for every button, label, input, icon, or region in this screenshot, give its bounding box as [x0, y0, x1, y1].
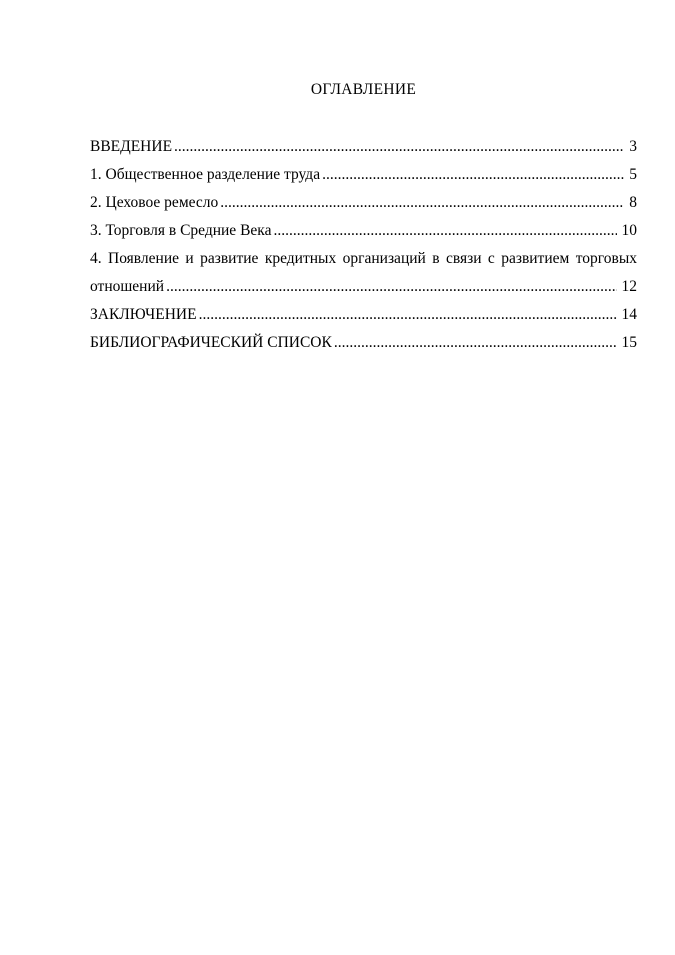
toc-entry-label: 1. Общественное разделение труда: [90, 166, 321, 183]
toc-entry-chapter-3[interactable]: [90, 217, 637, 245]
dot-leader: [332, 329, 617, 357]
toc-content: [90, 76, 637, 357]
toc-entry-label: БИБЛИОГРАФИЧЕСКИЙ СПИСОК: [90, 334, 332, 351]
toc-entry-chapter-1[interactable]: [90, 161, 637, 189]
toc-entry-page-number: 10: [621, 222, 637, 239]
toc-entry-page-number: 14: [621, 306, 637, 323]
dot-leader: [197, 301, 617, 329]
toc-entry-label: ЗАКЛЮЧЕНИЕ: [90, 306, 197, 323]
toc-entry-page-number: 5: [629, 166, 637, 183]
toc-entry-page-number: 3: [629, 138, 637, 155]
dot-leader: [172, 133, 624, 161]
dot-leader: [320, 161, 624, 189]
toc-entry-label-line-1: 4. Появление и развитие кредитных организаций в связи с развитием торговых: [90, 250, 637, 267]
toc-entry-label: ВВЕДЕНИЕ: [90, 138, 173, 155]
document-title: ОГЛАВЛЕНИЕ: [310, 81, 417, 98]
toc-entry-conclusion[interactable]: [90, 301, 637, 329]
toc-entry-chapter-2[interactable]: [90, 189, 637, 217]
dot-leader: [164, 273, 616, 301]
toc-entry-label: 3. Торговля в Средние Века: [90, 222, 272, 239]
dot-leader: [218, 189, 624, 217]
toc-entry-bibliography[interactable]: [90, 329, 637, 357]
toc-entry-introduction[interactable]: [90, 133, 637, 161]
toc-entry-page-number: 12: [621, 278, 637, 295]
dot-leader: [271, 217, 616, 245]
toc-entry-chapter-4[interactable]: [90, 245, 637, 301]
toc-entry-page-number: 8: [629, 194, 637, 211]
toc-entry-label-line-2: отношений: [90, 278, 165, 295]
table-of-contents: [90, 133, 637, 357]
toc-entry-label: 2. Цеховое ремесло: [90, 194, 219, 211]
toc-entry-page-number: 15: [621, 334, 637, 351]
